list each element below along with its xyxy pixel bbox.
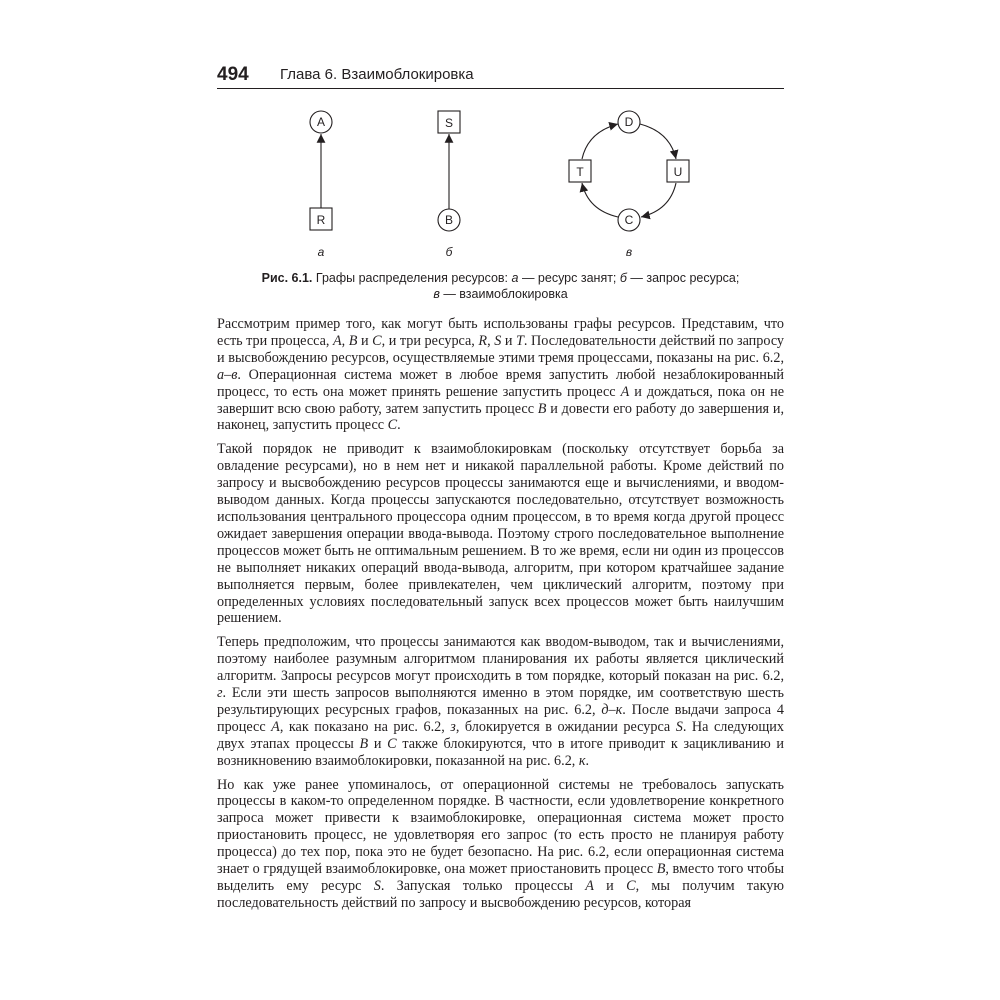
page-header: [217, 62, 784, 90]
resource-allocation-figure: [217, 100, 784, 270]
fig-c-bottom-label: C: [624, 213, 634, 227]
fig-b-resource-label: S: [444, 116, 454, 130]
caption-label: Рис. 6.1.: [261, 271, 313, 285]
fig-c-arrow-top-right: [640, 124, 676, 159]
fig-c-arrow-right-bottom: [641, 183, 676, 217]
fig-a-sublabel: а: [317, 245, 325, 259]
fig-c-top-label: D: [624, 115, 634, 129]
fig-c-right-label: U: [673, 165, 683, 179]
fig-c-arrow-bottom-left: [582, 183, 618, 217]
header-rule: [217, 88, 784, 89]
paragraph: Теперь предположим, что процессы занимаются как вводом-выводом, так и вычислениями, поэтому наиболее разумным алгоритмом планирования их работы является циклический алгоритм. Запросы ресурсов могут происходить в том порядке, который показан на рис. 6.2, г. Если эти шесть запросов выполняются именно в этом порядке, им соответствую шесть результирующих ресурсных графов, показанных на рис. 6.2, д–к. После выдачи запроса 4 процесс A, как показано на рис. 6.2, з, блокируется в ожидании ресурса S. На следующих двух этапах процессы B и C также блокируются, что в итоге приводит к зацикливанию и возникновению взаимоблокировки, показанной на рис. 6.2, к.: [217, 634, 785, 769]
fig-c-left-label: T: [576, 165, 584, 179]
fig-b-sublabel: б: [445, 245, 453, 259]
paragraph: Но как уже ранее упоминалось, от операционной системы не требовалось запускать процессы в каком-то определенном порядке. В частности, если удовлетворение конкретного запроса может привести к взаимоблокировке, операционная система может просто приостановить процесс, не удовлетворяя его запрос (то есть просто не планируя работу процесса) до тех пор, пока это не будет безопасно. На рис. 6.2, если операционная система знает о грядущей взаимоблокировке, она может приостановить процесс B, вместо того чтобы выделить ему ресурс S. Запуская только процессы A и C, мы получим такую последовательность действий по запросу и высвобождению ресурсов, которая: [217, 776, 785, 911]
page-number: 494: [217, 64, 249, 85]
paragraph: Такой порядок не приводит к взаимоблокировкам (поскольку отсутствует борьба за овладение ресурсами), но в нем нет и никакой параллельной работы. Кроме действий по запросу и высвобождению ресурсов процессы занимаются еще и вычислениями, и вводом-выводом данных. Когда процессы запускаются последовательно, отсутствует возможность использования центрального процессора одним процессом, в то время когда другой процесс ожидает завершения операции ввода-вывода. Поэтому строго последовательное выполнение процессов может быть не оптимальным решением. В то же время, если ни один из процессов не выполняет никаких операций ввода-вывода, алгоритм, при котором кратчайшее задание выполняется первым, более привлекателен, чем циклический алгоритм, поэтому при определенных условиях последовательный запуск всех процессов может быть наилучшим решением.: [217, 441, 784, 627]
chapter-title: Глава 6. Взаимоблокировка: [280, 66, 474, 83]
paragraph: Рассмотрим пример того, как могут быть использованы графы ресурсов. Представим, что есть три процесса, A, B и C, и три ресурса, R, S и T. Последовательности действий по запросу и высвобождению ресурсов, осуществляемые этими тремя процессами, показаны на рис. 6.2, а–в. Операционная система может в любое время запустить любой незаблокированный процесс, то есть она может принять решение запустить процесс A и дождаться, пока он не завершит всю свою работу, затем запустить процесс B и довести его работу до завершения и, наконец, запустить процесс C.: [217, 316, 785, 434]
figure-caption: Рис. 6.1. Графы распределения ресурсов: а — ресурс занят; б — запрос ресурса; в — взаимоблокировка: [261, 271, 740, 301]
fig-a-process-label: A: [316, 115, 326, 129]
fig-b-process-label: B: [444, 213, 454, 227]
fig-c-arrow-left-top: [582, 124, 618, 159]
fig-c-sublabel: в: [625, 245, 633, 259]
body-text: [217, 316, 784, 919]
fig-a-resource-label: R: [316, 213, 326, 227]
